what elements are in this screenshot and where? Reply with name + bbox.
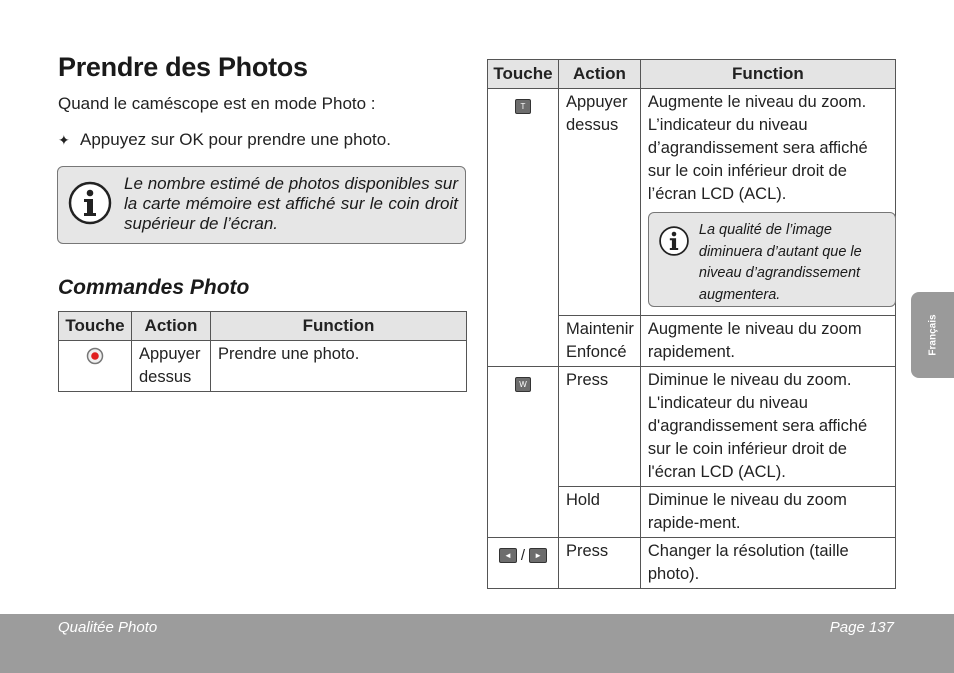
function-cell bbox=[640, 89, 895, 316]
action-cell: Appuyer dessus bbox=[559, 89, 641, 316]
page-number: Page 137 bbox=[829, 619, 894, 636]
photo-controls-table bbox=[58, 311, 467, 392]
bullet-item bbox=[58, 130, 391, 150]
table-header-row bbox=[488, 60, 896, 89]
key-cell bbox=[488, 89, 559, 367]
column-header: Function bbox=[640, 60, 895, 89]
info-note bbox=[57, 166, 466, 244]
key-separator: / bbox=[520, 547, 526, 565]
action-cell: Maintenir Enfoncé bbox=[559, 316, 641, 367]
column-header: Action bbox=[132, 312, 211, 341]
zoom-quality-note bbox=[648, 212, 896, 307]
action-cell: Press bbox=[559, 367, 641, 487]
action-cell: Press bbox=[559, 538, 641, 589]
column-header: Touche bbox=[488, 60, 559, 89]
page-title: Prendre des Photos bbox=[58, 52, 308, 82]
info-note-text: Le nombre estimé de photos disponibles sur la carte mémoire est affiché sur le coin droit supérieur de l’écran. bbox=[124, 174, 458, 233]
key-cell bbox=[488, 538, 559, 589]
zoom-quality-note-text: La qualité de l’image diminuera d’autant que le niveau d’agrandissement augmentera. bbox=[698, 222, 862, 303]
info-icon bbox=[67, 180, 113, 226]
function-cell: Prendre une photo. bbox=[211, 341, 467, 392]
table-row bbox=[488, 538, 896, 589]
info-icon bbox=[658, 225, 690, 257]
action-cell: Appuyer dessus bbox=[132, 341, 211, 392]
page-footer bbox=[0, 614, 954, 673]
function-cell: Changer la résolution (taille photo). bbox=[640, 538, 895, 589]
table-row bbox=[488, 89, 896, 316]
record-button-icon bbox=[86, 347, 104, 365]
star-bullet-icon: ✦ bbox=[58, 132, 70, 148]
function-cell: Diminue le niveau du zoom rapide-ment. bbox=[640, 487, 895, 538]
function-text: Augmente le niveau du zoom. L’indicateur du niveau d’agrandissement sera affiché sur le coin inférieur droit de l’écran LCD (ACL). bbox=[647, 93, 868, 203]
table-row bbox=[59, 341, 467, 392]
table-row bbox=[488, 367, 896, 487]
function-cell: Diminue le niveau du zoom. L'indicateur du niveau d'agrandissement sera affiché sur le coin inférieur droit de l'écran LCD (ACL). bbox=[640, 367, 895, 487]
column-header: Action bbox=[559, 60, 641, 89]
key-cell bbox=[488, 367, 559, 538]
footer-section-title: Qualitée Photo bbox=[58, 619, 158, 636]
zoom-out-w-icon: W bbox=[515, 377, 531, 392]
column-header: Touche bbox=[59, 312, 132, 341]
intro-text: Quand le caméscope est en mode Photo : bbox=[58, 94, 376, 113]
column-header: Function bbox=[211, 312, 467, 341]
zoom-controls-table bbox=[487, 59, 896, 589]
language-tab-label: Français bbox=[927, 314, 938, 356]
key-cell bbox=[59, 341, 132, 392]
action-cell: Hold bbox=[559, 487, 641, 538]
left-arrow-icon: ◄ bbox=[499, 548, 517, 563]
table-header-row bbox=[59, 312, 467, 341]
bullet-text: Appuyez sur OK pour prendre une photo. bbox=[80, 130, 391, 149]
right-arrow-icon: ► bbox=[529, 548, 547, 563]
function-cell: Augmente le niveau du zoom rapidement. bbox=[640, 316, 895, 367]
zoom-in-t-icon: T bbox=[515, 99, 531, 114]
language-tab bbox=[911, 292, 954, 378]
section-heading: Commandes Photo bbox=[58, 276, 250, 299]
